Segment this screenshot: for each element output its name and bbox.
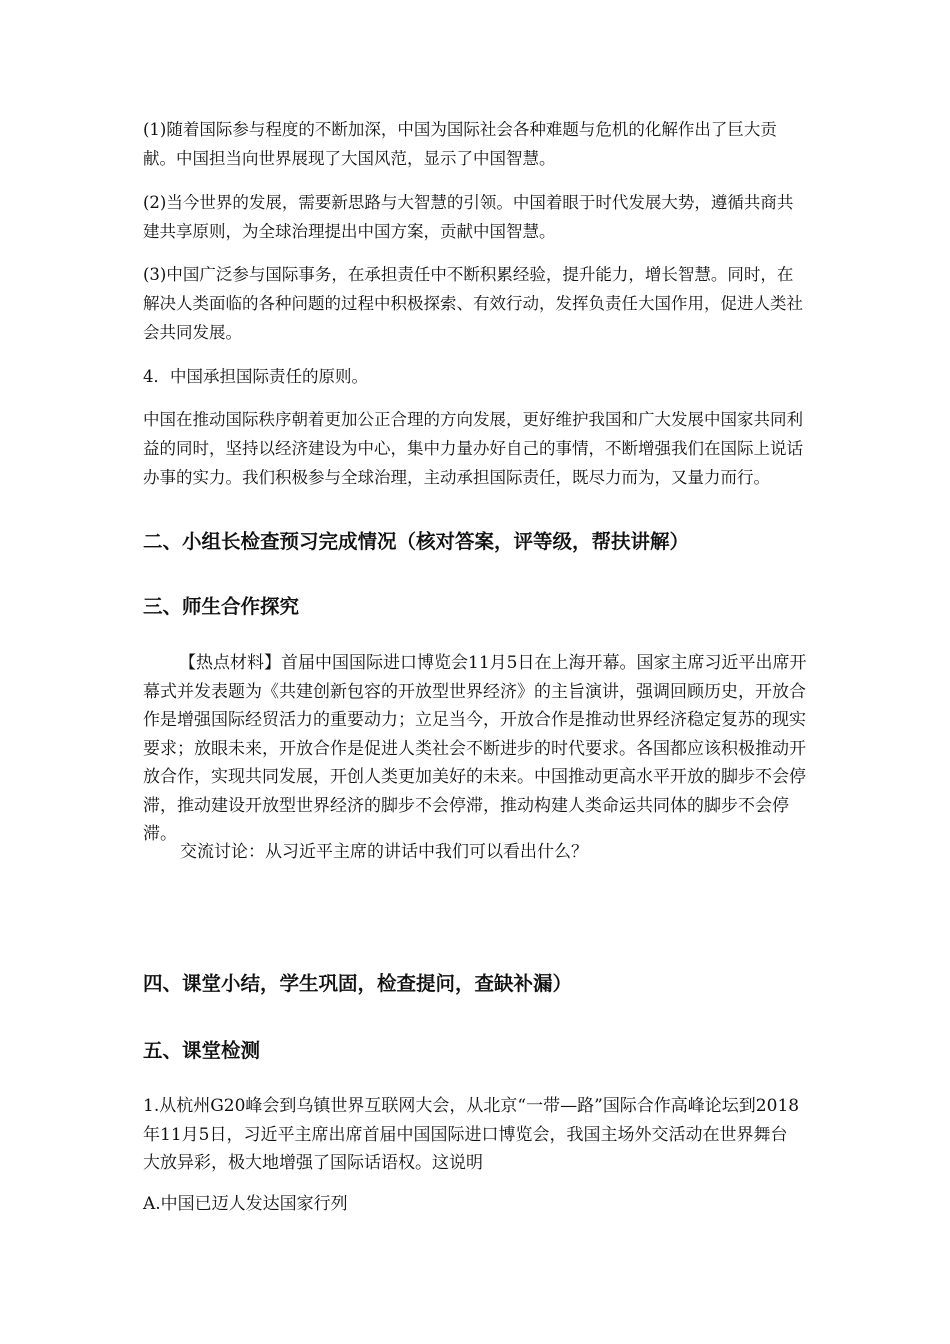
paragraph-point-1: (1)随着国际参与程度的不断加深，中国为国际社会各种难题与危机的化解作出了巨大贡献。中国担当向世界展现了大国风范，显示了中国智慧。 [143,120,777,168]
section-heading-5: 五、课堂检测 [143,1039,261,1062]
paragraph-principle-heading: 4．中国承担国际责任的原则。 [143,367,368,386]
section-heading-2: 二、小组长检查预习完成情况（核对答案，评等级，帮扶讲解） [143,530,690,553]
question-1: 1.从杭州G20峰会到乌镇世界互联网大会，从北京“一带—路”国际合作高峰论坛到2018年11月5日，习近平主席出席首届中国国际进口博览会，我国主场外交活动在世界舞台大放异彩，极大地增强了国际话语权。这说明 [143,1096,800,1173]
hot-material-paragraph: 【热点材料】首届中国国际进口博览会11月5日在上海开幕。国家主席习近平出席开幕式并发表题为《共建创新包容的开放型世界经济》的主旨演讲，强调回顾历史，开放合作是增强国际经贸活力的重要动力；立足当今，开放合作是推动世界经济稳定复苏的现实要求；放眼未来，开放合作是促进人类社会不断进步的时代要求。各国都应该积极推动开放合作，实现共同发展，开创人类更加美好的未来。中国推动更高水平开放的脚步不会停滞，推动建设开放型世界经济的脚步不会停滞，推动构建人类命运共同体的脚步不会停滞。 [143,653,807,844]
discussion-prompt: 交流讨论：从习近平主席的讲话中我们可以看出什么？ [180,842,588,862]
paragraph-point-2: (2)当今世界的发展，需要新思路与大智慧的引领。中国着眼于时代发展大势，遵循共商共建共享原则，为全球治理提出中国方案，贡献中国智慧。 [143,193,794,241]
question-1-option-a: A.中国已迈人发达国家行列 [143,1194,348,1214]
paragraph-principle-body: 中国在推动国际秩序朝着更加公正合理的方向发展，更好维护我国和广大发展中国家共同利益的同时，坚持以经济建设为中心，集中力量办好自己的事情，不断增强我们在国际上说话办事的实力。我们积极参与全球治理，主动承担国际责任，既尽力而为，又量力而行。 [143,410,803,487]
section-heading-3: 三、师生合作探究 [143,595,300,618]
section-heading-4: 四、课堂小结，学生巩固，检查提问，查缺补漏） [143,972,573,995]
paragraph-point-3: (3)中国广泛参与国际事务，在承担责任中不断积累经验，提升能力，增长智慧。同时，在解决人类面临的各种问题的过程中积极探索、有效行动，发挥负责任大国作用，促进人类社会共同发展。 [143,265,803,342]
